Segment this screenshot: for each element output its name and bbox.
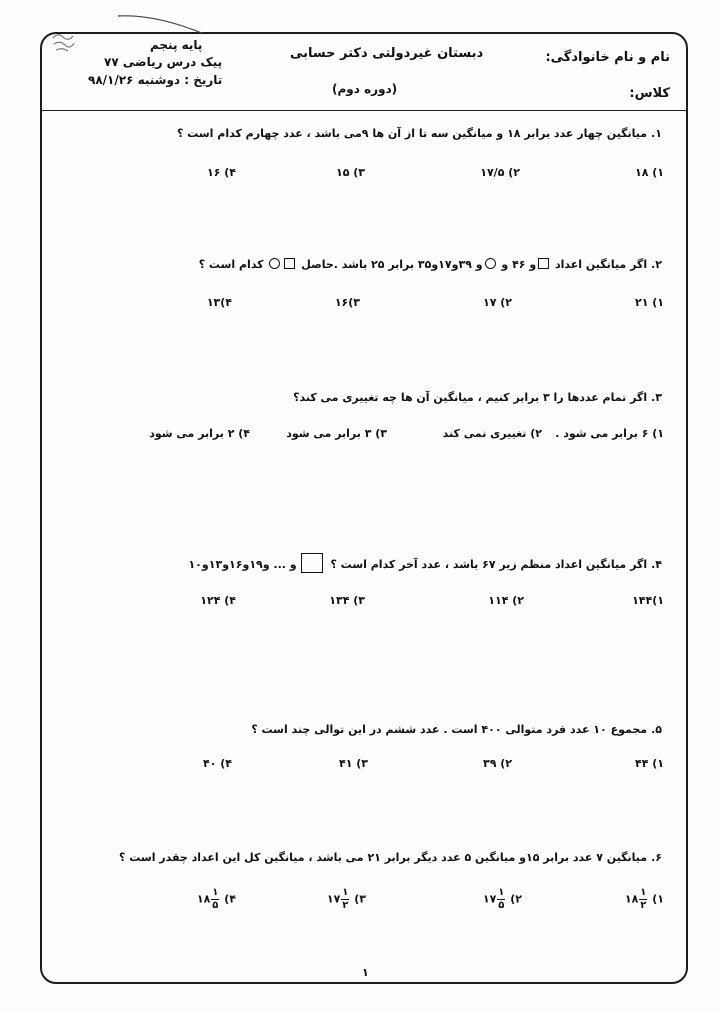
q6-option-1 (625, 888, 664, 911)
denominator: ۲ (342, 900, 349, 911)
question-text-part: و ... و۱۹و۱۶و۱۳و۱۰ (188, 558, 297, 571)
option-label: ۲) (510, 892, 522, 906)
q2-option-4: ۴)۱۳ (206, 296, 232, 309)
fraction (497, 888, 505, 911)
fraction (341, 888, 349, 911)
whole-part: ۱۸ (196, 892, 211, 906)
numerator: ۱ (640, 887, 647, 898)
q4-option-1: ۱)۱۴۴ (632, 594, 664, 607)
fraction (211, 888, 219, 911)
page-number: ۱ (362, 966, 369, 979)
grade-label: پایه پنجم (150, 38, 203, 52)
fraction (639, 888, 647, 911)
option-label: ۴) (224, 892, 236, 906)
q5-option-3: ۳) ۴۱ (338, 757, 368, 770)
question-number: ۵. (651, 723, 662, 736)
numerator: ۱ (498, 887, 505, 898)
question-5 (251, 723, 662, 736)
question-text-part: و ۳۹و۱۷و۳۵ برابر ۲۵ باشد .حاصل (301, 258, 483, 271)
denominator: ۵ (212, 900, 219, 911)
question-text: میانگین ۷ عدد برابر ۱۵و میانگین ۵ عدد دیگر برابر ۲۱ می باشد ، میانگین کل این اعداد چقدر است ؟ (119, 851, 648, 864)
q5-option-2: ۲) ۳۹ (482, 757, 512, 770)
q4-option-4: ۴) ۱۲۴ (200, 594, 236, 607)
option-label: ۳) (354, 892, 366, 906)
question-text-part: اگر میانگین اعداد منظم زیر ۶۷ باشد ، عدد آخر کدام است ؟ (330, 558, 648, 571)
question-4 (188, 553, 662, 573)
q6-option-4 (197, 888, 236, 911)
q3-option-1: ۱) ۶ برابر می شود . (555, 427, 664, 440)
q3-option-4: ۴) ۲ برابر می شود (149, 427, 250, 440)
q5-option-1: ۱) ۴۴ (634, 757, 664, 770)
question-text: مجموع ۱۰ عدد فرد متوالی ۴۰۰ است . عدد ششم در این توالی چند است ؟ (251, 723, 648, 736)
numerator: ۱ (342, 887, 349, 898)
question-2 (199, 258, 662, 271)
stamp-icon (50, 30, 76, 54)
question-number: ۳. (651, 391, 662, 404)
q1-option-3: ۳) ۱۵ (335, 166, 365, 179)
question-text-part: کدام است ؟ (198, 258, 264, 271)
period-label: (دوره دوم) (332, 82, 398, 96)
circle-symbol (269, 258, 280, 269)
question-3 (293, 391, 662, 404)
class-label: کلاس: (629, 86, 670, 101)
option-label: ۱) (652, 892, 664, 906)
denominator: ۲ (640, 900, 647, 911)
question-text-part: اگر میانگین اعداد (555, 258, 648, 271)
question-text-part: و ۴۶ و (501, 258, 537, 271)
q2-option-1: ۱) ۲۱ (634, 296, 664, 309)
question-number: ۶. (651, 851, 662, 864)
q4-option-3: ۳) ۱۳۴ (329, 594, 365, 607)
whole-part: ۱۷ (482, 892, 497, 906)
question-number: ۴. (651, 558, 662, 571)
question-text: اگر تمام عددها را ۳ برابر کنیم ، میانگین آن ها چه تغییری می کند؟ (293, 391, 648, 404)
q1-option-2: ۲) ۱۷/۵ (480, 166, 520, 179)
numerator: ۱ (212, 887, 219, 898)
blank-answer-box (301, 553, 323, 573)
q3-option-2: ۲) تغییری نمی کند (442, 427, 542, 440)
student-name-label: نام و نام خانوادگی: (545, 50, 670, 65)
q2-option-2: ۲) ۱۷ (482, 296, 512, 309)
question-number: ۱. (651, 127, 662, 140)
question-text: میانگین چهار عدد برابر ۱۸ و میانگین سه تا از آن ها ۹می باشد ، عدد چهارم کدام است ؟ (176, 127, 648, 140)
q4-option-2: ۲) ۱۱۴ (488, 594, 524, 607)
q5-option-4: ۴) ۴۰ (202, 757, 232, 770)
q6-option-2 (483, 888, 522, 911)
school-name: دبستان غیردولتی دکتر حسابی (290, 46, 484, 61)
q3-option-3: ۳) ۳ برابر می شود (286, 427, 387, 440)
whole-part: ۱۷ (326, 892, 341, 906)
q1-option-4: ۴) ۱۶ (206, 166, 236, 179)
q1-option-1: ۱) ۱۸ (634, 166, 664, 179)
header-divider (40, 110, 688, 111)
circle-symbol (485, 258, 496, 269)
question-6 (119, 851, 662, 864)
square-symbol (284, 258, 295, 269)
pen-scribble-icon (116, 10, 206, 36)
q6-option-3 (327, 888, 366, 911)
denominator: ۵ (498, 900, 505, 911)
question-number: ۲. (651, 258, 662, 271)
date-label: تاریخ : دوشنبه ۹۸/۱/۲۶ (88, 73, 223, 87)
whole-part: ۱۸ (624, 892, 639, 906)
q2-option-3: ۳)۱۶ (334, 296, 360, 309)
question-1 (177, 127, 662, 140)
homework-title: پیک درس ریاضی ۷۷ (104, 55, 223, 69)
square-symbol (538, 258, 549, 269)
